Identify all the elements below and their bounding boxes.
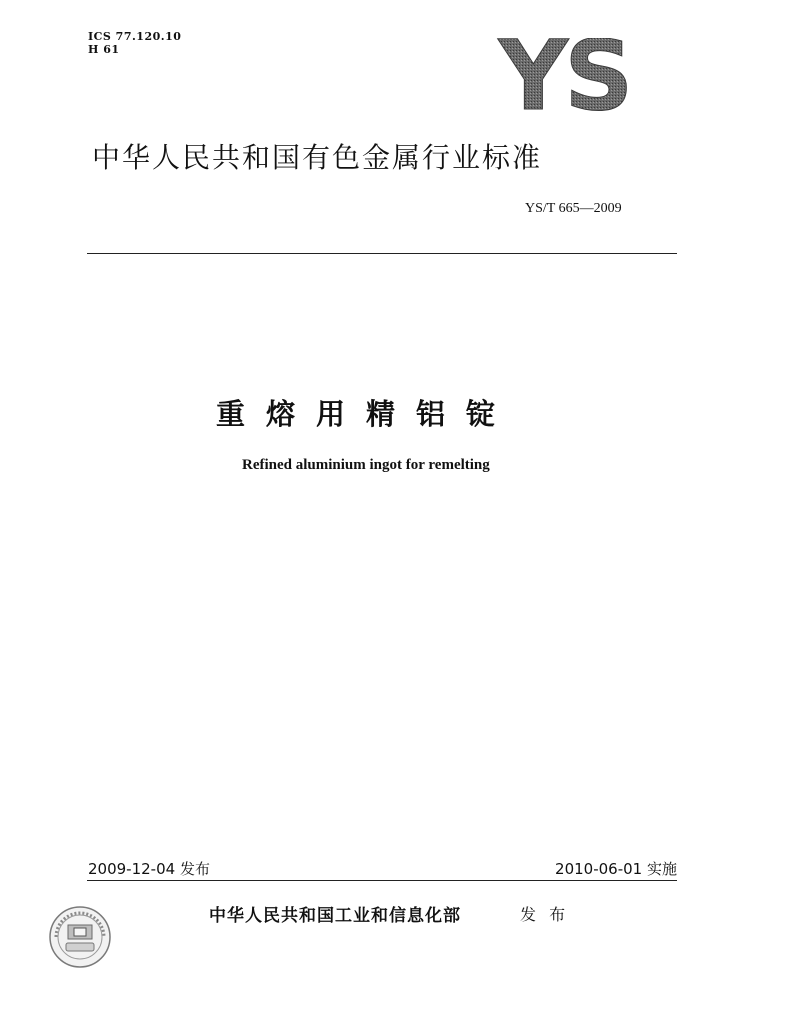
ics-code: ICS 77.120.10 bbox=[88, 30, 182, 43]
publish-date: 2009-12-04 发布 bbox=[88, 860, 210, 878]
document-title-cn: 重熔用精铝锭 bbox=[216, 397, 517, 431]
ys-logo bbox=[492, 38, 636, 112]
issue-label: 发 布 bbox=[520, 905, 570, 924]
ys-logo-text: YS bbox=[498, 38, 630, 112]
implement-date: 2010-06-01 实施 bbox=[555, 860, 677, 878]
classification-codes bbox=[88, 30, 181, 56]
ccs-code: H 61 bbox=[88, 43, 120, 56]
bottom-divider bbox=[87, 880, 677, 881]
publisher-seal-icon bbox=[48, 905, 112, 969]
issuing-authority: 中华人民共和国工业和信息化部 bbox=[209, 906, 461, 926]
standard-number: YS/T 665—2009 bbox=[525, 201, 622, 216]
standard-category-title: 中华人民共和国有色金属行业标准 bbox=[92, 141, 543, 174]
top-divider bbox=[87, 253, 677, 254]
document-title-en: Refined aluminium ingot for remelting bbox=[242, 457, 490, 473]
